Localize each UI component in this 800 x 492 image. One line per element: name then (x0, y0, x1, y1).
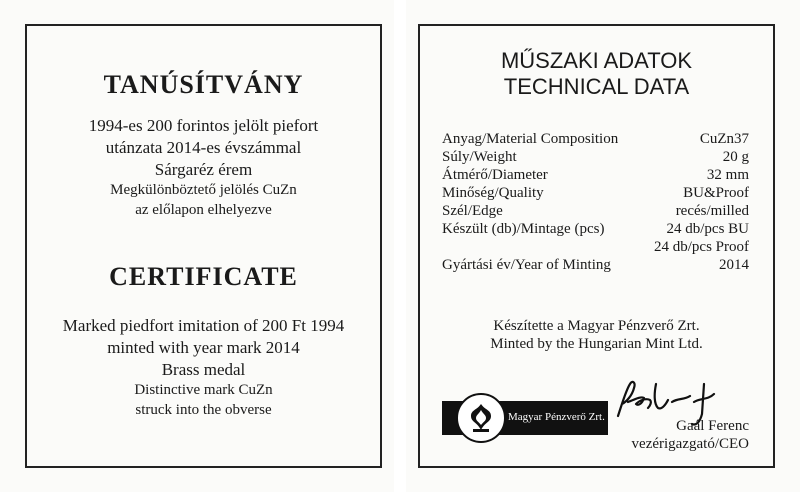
spec-label: Minőség/Quality (442, 185, 544, 201)
spec-value: 24 db/pcs Proof (654, 239, 749, 255)
spec-row-edge (442, 202, 749, 220)
card-gap (394, 0, 406, 492)
certificate-line-en-2: minted with year mark 2014 (107, 338, 300, 357)
spec-value: 32 mm (706, 167, 749, 183)
spec-row-diameter (442, 166, 749, 184)
spec-row-mintage (442, 220, 749, 238)
maker-en: Minted by the Hungarian Mint Ltd. (490, 336, 703, 352)
signer-name: Gaál Ferenc (676, 418, 749, 434)
spec-row-material (442, 130, 749, 148)
mint-logo-text: Magyar Pénzverő Zrt. (508, 411, 605, 423)
certificate-line-en-1: Marked piedfort imitation of 200 Ft 1994 (62, 316, 345, 335)
spec-row-year (442, 256, 749, 274)
spec-value: recés/milled (675, 203, 749, 219)
certificate-small-en-2: struck into the obverse (135, 402, 272, 418)
signer-title: vezérigazgató/CEO (631, 436, 749, 452)
spec-value: BU&Proof (683, 185, 749, 201)
technical-title-en: TECHNICAL DATA (503, 74, 690, 99)
spec-label: Gyártási év/Year of Minting (442, 257, 611, 273)
technical-title-hu: MŰSZAKI ADATOK (500, 48, 693, 73)
spec-value: 20 g (722, 149, 749, 165)
hungarian-mint-logo (442, 401, 608, 435)
spec-label: Anyag/Material Composition (442, 131, 619, 147)
certificate-small-hu-2: az előlapon elhelyezve (135, 202, 272, 218)
spec-label: Súly/Weight (442, 149, 517, 165)
mint-emblem-icon (456, 393, 506, 443)
spec-label: Átmérő/Diameter (442, 167, 548, 183)
certificate-title-hu: TANÚSÍTVÁNY (103, 70, 304, 99)
certificate-line-en-3: Brass medal (161, 360, 246, 379)
technical-data-card (406, 0, 800, 492)
certificate-line-hu-3: Sárgaréz érem (154, 160, 253, 179)
spec-value: 24 db/pcs BU (666, 221, 749, 237)
certificate-frame (25, 24, 382, 468)
technical-data-frame (418, 24, 775, 468)
certificate-title-en: CERTIFICATE (109, 262, 298, 291)
spec-row-quality (442, 184, 749, 202)
certificate-small-en-1: Distinctive mark CuZn (134, 382, 273, 398)
certificate-card (0, 0, 394, 492)
certificate-small-hu-1: Megkülönböztető jelölés CuZn (110, 182, 297, 198)
spec-row-mintage-proof (442, 238, 749, 256)
spec-value: CuZn37 (699, 131, 749, 147)
certificate-line-hu-1: 1994-es 200 forintos jelölt piefort (88, 116, 319, 135)
maker-hu: Készítette a Magyar Pénzverő Zrt. (493, 318, 700, 334)
spec-row-weight (442, 148, 749, 166)
spec-value: 2014 (719, 257, 749, 273)
spec-label: Készült (db)/Mintage (pcs) (442, 221, 605, 237)
certificate-line-hu-2: utánzata 2014-es évszámmal (105, 138, 302, 157)
spec-label: Szél/Edge (442, 203, 503, 219)
